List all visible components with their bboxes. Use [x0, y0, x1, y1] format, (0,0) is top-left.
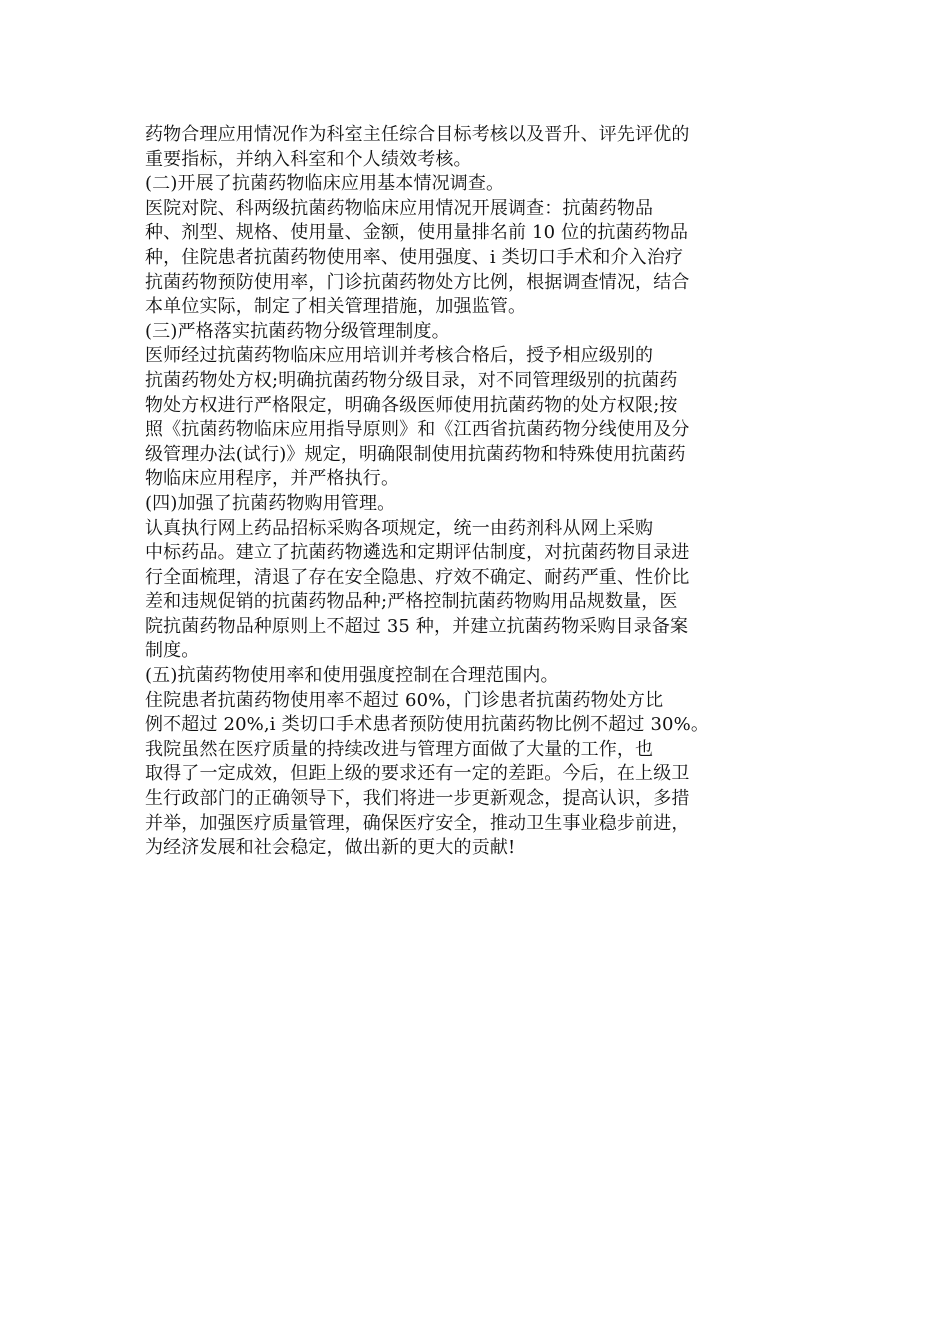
text-line: 差和违规促销的抗菌药物品种;严格控制抗菌药物购用品规数量，医 — [145, 591, 678, 613]
text-line: (四)加强了抗菌药物购用管理。 — [145, 492, 396, 514]
text-line: 物临床应用程序，并严格执行。 — [145, 468, 400, 490]
text-line: 抗菌药物处方权;明确抗菌药物分级目录，对不同管理级别的抗菌药 — [145, 369, 678, 391]
text-line: 制度。 — [145, 640, 200, 662]
text-line: 物处方权进行严格限定，明确各级医师使用抗菌药物的处方权限;按 — [145, 394, 678, 416]
text-line: 生行政部门的正确领导下，我们将进一步更新观念，提高认识，多措 — [145, 788, 690, 810]
text-line: 认真执行网上药品招标采购各项规定，统一由药剂科从网上采购 — [145, 517, 654, 539]
text-line: 本单位实际，制定了相关管理措施，加强监管。 — [145, 296, 527, 318]
text-line: 行全面梳理，清退了存在安全隐患、疗效不确定、耐药严重、性价比 — [145, 566, 690, 588]
text-line: 照《抗菌药物临床应用指导原则》和《江西省抗菌药物分线使用及分 — [145, 419, 690, 441]
text-line: (三)严格落实抗菌药物分级管理制度。 — [145, 320, 450, 342]
text-line: 医师经过抗菌药物临床应用培训并考核合格后，授予相应级别的 — [145, 345, 654, 367]
document-body — [145, 123, 735, 861]
text-line: 我院虽然在医疗质量的持续改进与管理方面做了大量的工作，也 — [145, 738, 654, 760]
text-line: 例不超过 20%,i 类切口手术患者预防使用抗菌药物比例不超过 30%。 — [145, 714, 710, 736]
text-line: 药物合理应用情况作为科室主任综合目标考核以及晋升、评先评优的 — [145, 124, 690, 145]
text-line: 医院对院、科两级抗菌药物临床应用情况开展调查：抗菌药物品 — [145, 197, 654, 219]
text-line: 院抗菌药物品种原则上不超过 35 种，并建立抗菌药物采购目录备案 — [145, 615, 689, 637]
text-line: 级管理办法(试行)》规定，明确限制使用抗菌药物和特殊使用抗菌药 — [145, 443, 686, 465]
text-line: 为经济发展和社会稳定，做出新的更大的贡献! — [145, 837, 516, 859]
text-line: 中标药品。建立了抗菌药物遴选和定期评估制度，对抗菌药物目录进 — [145, 542, 690, 564]
text-line: 种，住院患者抗菌药物使用率、使用强度、i 类切口手术和介入治疗 — [145, 246, 684, 268]
text-line: 取得了一定成效，但距上级的要求还有一定的差距。今后，在上级卫 — [145, 763, 690, 785]
text-line: (五)抗菌药物使用率和使用强度控制在合理范围内。 — [145, 665, 559, 687]
text-line: 重要指标，并纳入科室和个人绩效考核。 — [145, 148, 472, 170]
text-line: 抗菌药物预防使用率，门诊抗菌药物处方比例，根据调查情况，结合 — [145, 271, 690, 293]
text-line: (二)开展了抗菌药物临床应用基本情况调查。 — [145, 173, 505, 195]
text-line: 种、剂型、规格、使用量、金额，使用量排名前 10 位的抗菌药物品 — [145, 222, 689, 244]
text-line: 住院患者抗菌药物使用率不超过 60%，门诊患者抗菌药物处方比 — [145, 689, 664, 711]
text-line: 并举，加强医疗质量管理，确保医疗安全，推动卫生事业稳步前进， — [145, 812, 690, 834]
